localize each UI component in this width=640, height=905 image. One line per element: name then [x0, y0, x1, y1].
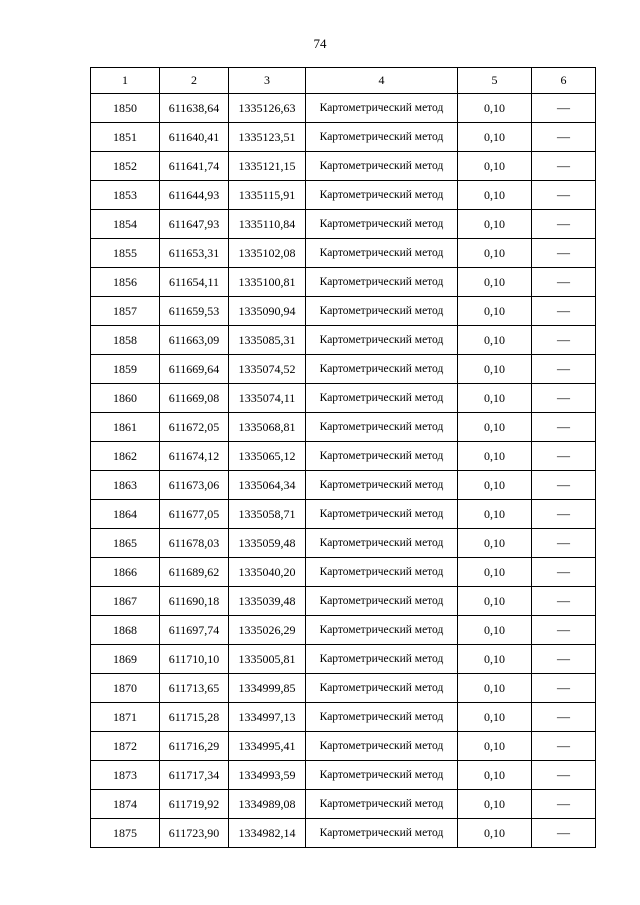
- y-coordinate-cell: 1335090,94: [229, 297, 306, 326]
- note-cell: —: [532, 239, 596, 268]
- x-coordinate-cell: 611669,64: [160, 355, 229, 384]
- header-cell: 6: [532, 68, 596, 94]
- accuracy-cell: 0,10: [458, 645, 532, 674]
- y-coordinate-cell: 1335026,29: [229, 616, 306, 645]
- method-cell: Картометрический метод: [306, 297, 458, 326]
- method-cell: Картометрический метод: [306, 471, 458, 500]
- y-coordinate-cell: 1335085,31: [229, 326, 306, 355]
- note-cell: —: [532, 732, 596, 761]
- point-number-cell: 1873: [91, 761, 160, 790]
- method-cell: Картометрический метод: [306, 442, 458, 471]
- note-cell: —: [532, 587, 596, 616]
- accuracy-cell: 0,10: [458, 529, 532, 558]
- point-number-cell: 1860: [91, 384, 160, 413]
- header-cell: 2: [160, 68, 229, 94]
- method-cell: Картометрический метод: [306, 529, 458, 558]
- accuracy-cell: 0,10: [458, 587, 532, 616]
- note-cell: —: [532, 703, 596, 732]
- x-coordinate-cell: 611689,62: [160, 558, 229, 587]
- y-coordinate-cell: 1335110,84: [229, 210, 306, 239]
- note-cell: —: [532, 413, 596, 442]
- accuracy-cell: 0,10: [458, 355, 532, 384]
- table-row: [91, 326, 596, 355]
- y-coordinate-cell: 1335059,48: [229, 529, 306, 558]
- accuracy-cell: 0,10: [458, 819, 532, 848]
- note-cell: —: [532, 471, 596, 500]
- table-row: [91, 471, 596, 500]
- point-number-cell: 1854: [91, 210, 160, 239]
- x-coordinate-cell: 611672,05: [160, 413, 229, 442]
- header-row: [91, 68, 596, 94]
- table-row: [91, 761, 596, 790]
- note-cell: —: [532, 442, 596, 471]
- note-cell: —: [532, 268, 596, 297]
- y-coordinate-cell: 1334993,59: [229, 761, 306, 790]
- table-row: [91, 297, 596, 326]
- note-cell: —: [532, 152, 596, 181]
- y-coordinate-cell: 1335065,12: [229, 442, 306, 471]
- point-number-cell: 1867: [91, 587, 160, 616]
- header-cell: 3: [229, 68, 306, 94]
- header-cell: 1: [91, 68, 160, 94]
- y-coordinate-cell: 1334982,14: [229, 819, 306, 848]
- point-number-cell: 1869: [91, 645, 160, 674]
- y-coordinate-cell: 1335126,63: [229, 94, 306, 123]
- x-coordinate-cell: 611697,74: [160, 616, 229, 645]
- method-cell: Картометрический метод: [306, 326, 458, 355]
- note-cell: —: [532, 616, 596, 645]
- note-cell: —: [532, 529, 596, 558]
- point-number-cell: 1874: [91, 790, 160, 819]
- accuracy-cell: 0,10: [458, 297, 532, 326]
- point-number-cell: 1857: [91, 297, 160, 326]
- x-coordinate-cell: 611644,93: [160, 181, 229, 210]
- table-row: [91, 384, 596, 413]
- table-row: [91, 819, 596, 848]
- method-cell: Картометрический метод: [306, 210, 458, 239]
- accuracy-cell: 0,10: [458, 732, 532, 761]
- method-cell: Картометрический метод: [306, 761, 458, 790]
- note-cell: —: [532, 674, 596, 703]
- point-number-cell: 1868: [91, 616, 160, 645]
- table-row: [91, 239, 596, 268]
- x-coordinate-cell: 611640,41: [160, 123, 229, 152]
- method-cell: Картометрический метод: [306, 94, 458, 123]
- table-row: [91, 181, 596, 210]
- accuracy-cell: 0,10: [458, 239, 532, 268]
- accuracy-cell: 0,10: [458, 268, 532, 297]
- method-cell: Картометрический метод: [306, 674, 458, 703]
- point-number-cell: 1850: [91, 94, 160, 123]
- x-coordinate-cell: 611713,65: [160, 674, 229, 703]
- point-number-cell: 1875: [91, 819, 160, 848]
- point-number-cell: 1862: [91, 442, 160, 471]
- point-number-cell: 1871: [91, 703, 160, 732]
- y-coordinate-cell: 1334999,85: [229, 674, 306, 703]
- accuracy-cell: 0,10: [458, 616, 532, 645]
- y-coordinate-cell: 1335064,34: [229, 471, 306, 500]
- y-coordinate-cell: 1335074,11: [229, 384, 306, 413]
- note-cell: —: [532, 819, 596, 848]
- method-cell: Картометрический метод: [306, 123, 458, 152]
- accuracy-cell: 0,10: [458, 790, 532, 819]
- y-coordinate-cell: 1335039,48: [229, 587, 306, 616]
- point-number-cell: 1861: [91, 413, 160, 442]
- note-cell: —: [532, 790, 596, 819]
- method-cell: Картометрический метод: [306, 732, 458, 761]
- note-cell: —: [532, 355, 596, 384]
- header-cell: 4: [306, 68, 458, 94]
- accuracy-cell: 0,10: [458, 471, 532, 500]
- coordinates-table: [90, 67, 596, 848]
- table-row: [91, 123, 596, 152]
- y-coordinate-cell: 1335068,81: [229, 413, 306, 442]
- x-coordinate-cell: 611716,29: [160, 732, 229, 761]
- x-coordinate-cell: 611674,12: [160, 442, 229, 471]
- x-coordinate-cell: 611659,53: [160, 297, 229, 326]
- method-cell: Картометрический метод: [306, 413, 458, 442]
- page-number: 74: [313, 36, 327, 51]
- accuracy-cell: 0,10: [458, 761, 532, 790]
- point-number-cell: 1859: [91, 355, 160, 384]
- table-body: [91, 94, 596, 848]
- table-row: [91, 703, 596, 732]
- x-coordinate-cell: 611641,74: [160, 152, 229, 181]
- table-row: [91, 645, 596, 674]
- y-coordinate-cell: 1335040,20: [229, 558, 306, 587]
- accuracy-cell: 0,10: [458, 384, 532, 413]
- accuracy-cell: 0,10: [458, 94, 532, 123]
- method-cell: Картометрический метод: [306, 181, 458, 210]
- method-cell: Картометрический метод: [306, 384, 458, 413]
- x-coordinate-cell: 611710,10: [160, 645, 229, 674]
- point-number-cell: 1864: [91, 500, 160, 529]
- table-row: [91, 732, 596, 761]
- accuracy-cell: 0,10: [458, 674, 532, 703]
- x-coordinate-cell: 611677,05: [160, 500, 229, 529]
- note-cell: —: [532, 645, 596, 674]
- table-row: [91, 587, 596, 616]
- point-number-cell: 1855: [91, 239, 160, 268]
- note-cell: —: [532, 297, 596, 326]
- note-cell: —: [532, 94, 596, 123]
- point-number-cell: 1852: [91, 152, 160, 181]
- table-row: [91, 616, 596, 645]
- y-coordinate-cell: 1335123,51: [229, 123, 306, 152]
- table-row: [91, 500, 596, 529]
- point-number-cell: 1851: [91, 123, 160, 152]
- method-cell: Картометрический метод: [306, 268, 458, 297]
- y-coordinate-cell: 1334995,41: [229, 732, 306, 761]
- x-coordinate-cell: 611678,03: [160, 529, 229, 558]
- note-cell: —: [532, 181, 596, 210]
- x-coordinate-cell: 611669,08: [160, 384, 229, 413]
- point-number-cell: 1872: [91, 732, 160, 761]
- y-coordinate-cell: 1335005,81: [229, 645, 306, 674]
- x-coordinate-cell: 611638,64: [160, 94, 229, 123]
- accuracy-cell: 0,10: [458, 181, 532, 210]
- point-number-cell: 1858: [91, 326, 160, 355]
- x-coordinate-cell: 611654,11: [160, 268, 229, 297]
- point-number-cell: 1853: [91, 181, 160, 210]
- table-row: [91, 210, 596, 239]
- accuracy-cell: 0,10: [458, 210, 532, 239]
- method-cell: Картометрический метод: [306, 616, 458, 645]
- point-number-cell: 1870: [91, 674, 160, 703]
- table-row: [91, 152, 596, 181]
- accuracy-cell: 0,10: [458, 703, 532, 732]
- y-coordinate-cell: 1335100,81: [229, 268, 306, 297]
- y-coordinate-cell: 1335058,71: [229, 500, 306, 529]
- point-number-cell: 1856: [91, 268, 160, 297]
- y-coordinate-cell: 1334989,08: [229, 790, 306, 819]
- table-row: [91, 558, 596, 587]
- y-coordinate-cell: 1335121,15: [229, 152, 306, 181]
- accuracy-cell: 0,10: [458, 123, 532, 152]
- note-cell: —: [532, 123, 596, 152]
- point-number-cell: 1866: [91, 558, 160, 587]
- x-coordinate-cell: 611663,09: [160, 326, 229, 355]
- table-row: [91, 529, 596, 558]
- point-number-cell: 1865: [91, 529, 160, 558]
- method-cell: Картометрический метод: [306, 645, 458, 674]
- method-cell: Картометрический метод: [306, 790, 458, 819]
- accuracy-cell: 0,10: [458, 413, 532, 442]
- accuracy-cell: 0,10: [458, 326, 532, 355]
- note-cell: —: [532, 761, 596, 790]
- x-coordinate-cell: 611715,28: [160, 703, 229, 732]
- note-cell: —: [532, 558, 596, 587]
- table-row: [91, 674, 596, 703]
- accuracy-cell: 0,10: [458, 558, 532, 587]
- header-cell: 5: [458, 68, 532, 94]
- note-cell: —: [532, 210, 596, 239]
- y-coordinate-cell: 1335102,08: [229, 239, 306, 268]
- accuracy-cell: 0,10: [458, 152, 532, 181]
- point-number-cell: 1863: [91, 471, 160, 500]
- table-row: [91, 442, 596, 471]
- table-row: [91, 94, 596, 123]
- method-cell: Картометрический метод: [306, 558, 458, 587]
- table-row: [91, 413, 596, 442]
- x-coordinate-cell: 611723,90: [160, 819, 229, 848]
- accuracy-cell: 0,10: [458, 500, 532, 529]
- x-coordinate-cell: 611673,06: [160, 471, 229, 500]
- table-row: [91, 355, 596, 384]
- x-coordinate-cell: 611653,31: [160, 239, 229, 268]
- table-row: [91, 790, 596, 819]
- method-cell: Картометрический метод: [306, 819, 458, 848]
- method-cell: Картометрический метод: [306, 355, 458, 384]
- method-cell: Картометрический метод: [306, 587, 458, 616]
- x-coordinate-cell: 611719,92: [160, 790, 229, 819]
- method-cell: Картометрический метод: [306, 239, 458, 268]
- accuracy-cell: 0,10: [458, 442, 532, 471]
- y-coordinate-cell: 1335074,52: [229, 355, 306, 384]
- method-cell: Картометрический метод: [306, 152, 458, 181]
- note-cell: —: [532, 326, 596, 355]
- table-row: [91, 268, 596, 297]
- method-cell: Картометрический метод: [306, 500, 458, 529]
- y-coordinate-cell: 1335115,91: [229, 181, 306, 210]
- x-coordinate-cell: 611717,34: [160, 761, 229, 790]
- x-coordinate-cell: 611690,18: [160, 587, 229, 616]
- method-cell: Картометрический метод: [306, 703, 458, 732]
- note-cell: —: [532, 384, 596, 413]
- x-coordinate-cell: 611647,93: [160, 210, 229, 239]
- note-cell: —: [532, 500, 596, 529]
- y-coordinate-cell: 1334997,13: [229, 703, 306, 732]
